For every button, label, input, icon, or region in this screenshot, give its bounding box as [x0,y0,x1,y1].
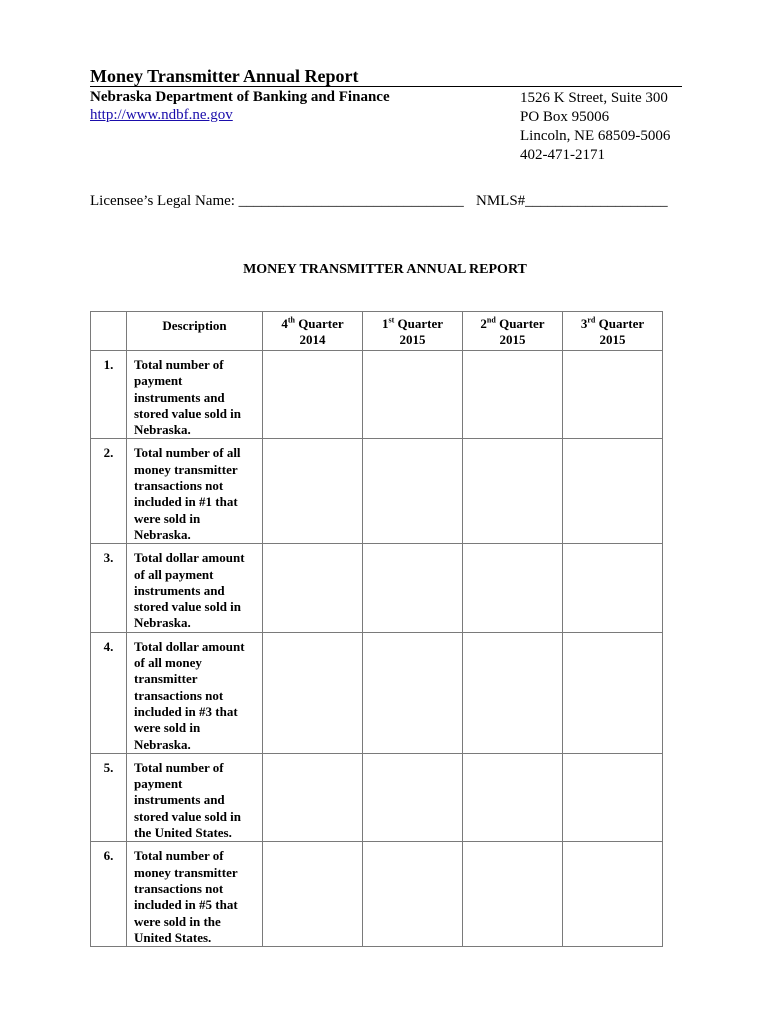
row-description [127,544,263,632]
description-line: payment [134,776,183,792]
number-header [91,312,127,351]
table-row [91,439,663,544]
quarter-entry-cell[interactable] [563,351,663,439]
quarter-entry-cell[interactable] [463,842,563,947]
row-number: 3. [91,544,127,632]
table-row [91,632,663,753]
description-line: Total number of [134,759,224,775]
quarter-entry-cell[interactable] [363,351,463,439]
address-line: PO Box 95006 [520,109,610,125]
description-line: included in #1 that [134,494,238,510]
quarter-entry-cell[interactable] [363,753,463,841]
phone-number: 402-471-2171 [520,147,605,163]
quarter-entry-cell[interactable] [463,544,563,632]
quarter-entry-cell[interactable] [463,351,563,439]
description-line: money transmitter [134,864,238,880]
description-line: money transmitter [134,461,238,477]
quarter-entry-cell[interactable] [263,351,363,439]
description-line: were sold in the [134,913,221,929]
licensee-name-label: Licensee’s Legal Name: _______ [90,193,292,209]
description-line: Nebraska. [134,526,191,542]
quarter-header: 3rd Quarter 2015 [563,312,663,351]
table-row [91,351,663,439]
description-line: Total number of [134,848,224,864]
description-line: stored value sold in [134,599,242,615]
quarter-entry-cell[interactable] [363,632,463,753]
address-line: Lincoln, NE 68509-5006 [520,128,671,144]
description-header: Description [127,312,263,351]
address-line: 1526 K Street, Suite 300 [520,90,668,106]
row-description [127,351,263,439]
quarter-entry-cell[interactable] [563,753,663,841]
table-header-row [91,312,663,351]
quarter-header: 4th Quarter 2014 [263,312,363,351]
report-table [90,311,663,947]
description-line: Total dollar amount [134,550,245,566]
quarter-entry-cell[interactable] [463,632,563,753]
quarter-entry-cell[interactable] [563,842,663,947]
description-line: instruments and [134,582,225,598]
row-number: 1. [91,351,127,439]
description-line: Total dollar amount [134,638,245,654]
quarter-entry-cell[interactable] [563,632,663,753]
quarter-entry-cell[interactable] [463,753,563,841]
document-title: Money Transmitter Annual Report [90,66,359,86]
description-line: payment [134,373,183,389]
row-number: 5. [91,753,127,841]
description-line: were sold in [134,720,201,736]
quarter-entry-cell[interactable] [263,439,363,544]
description-line: instruments and [134,792,225,808]
description-line: included in #3 that [134,703,238,719]
quarter-entry-cell[interactable] [263,842,363,947]
quarter-entry-cell[interactable] [363,842,463,947]
quarter-entry-cell[interactable] [563,439,663,544]
row-number: 4. [91,632,127,753]
description-line: Nebraska. [134,615,191,631]
description-line: were sold in [134,510,201,526]
title-underline [90,86,682,87]
quarter-entry-cell[interactable] [263,753,363,841]
licensee-name-blank[interactable]: _______________________ [291,193,464,209]
row-description [127,842,263,947]
description-line: included in #5 that [134,897,238,913]
table-row [91,544,663,632]
description-line: United States. [134,929,212,945]
description-line: transmitter [134,671,198,687]
nmls-field[interactable]: NMLS#___________________ [476,193,668,209]
row-description [127,439,263,544]
row-number: 2. [91,439,127,544]
description-line: of all money [134,655,202,671]
mailing-address [520,89,670,165]
description-line: stored value sold in [134,808,242,824]
table-row [91,753,663,841]
department-name: Nebraska Department of Banking and Finance [90,89,390,105]
quarter-header: 1st Quarter 2015 [363,312,463,351]
quarter-entry-cell[interactable] [363,544,463,632]
description-line: transactions not [134,478,224,494]
description-line: Total number of all [134,445,241,461]
description-line: transactions not [134,687,224,703]
row-description [127,753,263,841]
description-line: Nebraska. [134,422,191,438]
description-line: instruments and [134,389,225,405]
department-link[interactable]: http://www.ndbf.ne.gov [90,107,233,123]
description-line: Total number of [134,357,224,372]
description-line: transactions not [134,880,224,896]
quarter-entry-cell[interactable] [563,544,663,632]
row-description [127,632,263,753]
quarter-entry-cell[interactable] [263,632,363,753]
licensee-name-field[interactable] [90,193,464,210]
row-number: 6. [91,842,127,947]
report-heading: MONEY TRANSMITTER ANNUAL REPORT [243,262,527,277]
table-row [91,842,663,947]
description-line: stored value sold in [134,405,242,421]
quarter-header: 2nd Quarter 2015 [463,312,563,351]
quarter-entry-cell[interactable] [463,439,563,544]
description-line: of all payment [134,566,214,582]
description-line: the United States. [134,825,232,841]
quarter-entry-cell[interactable] [363,439,463,544]
description-line: Nebraska. [134,736,191,752]
quarter-entry-cell[interactable] [263,544,363,632]
